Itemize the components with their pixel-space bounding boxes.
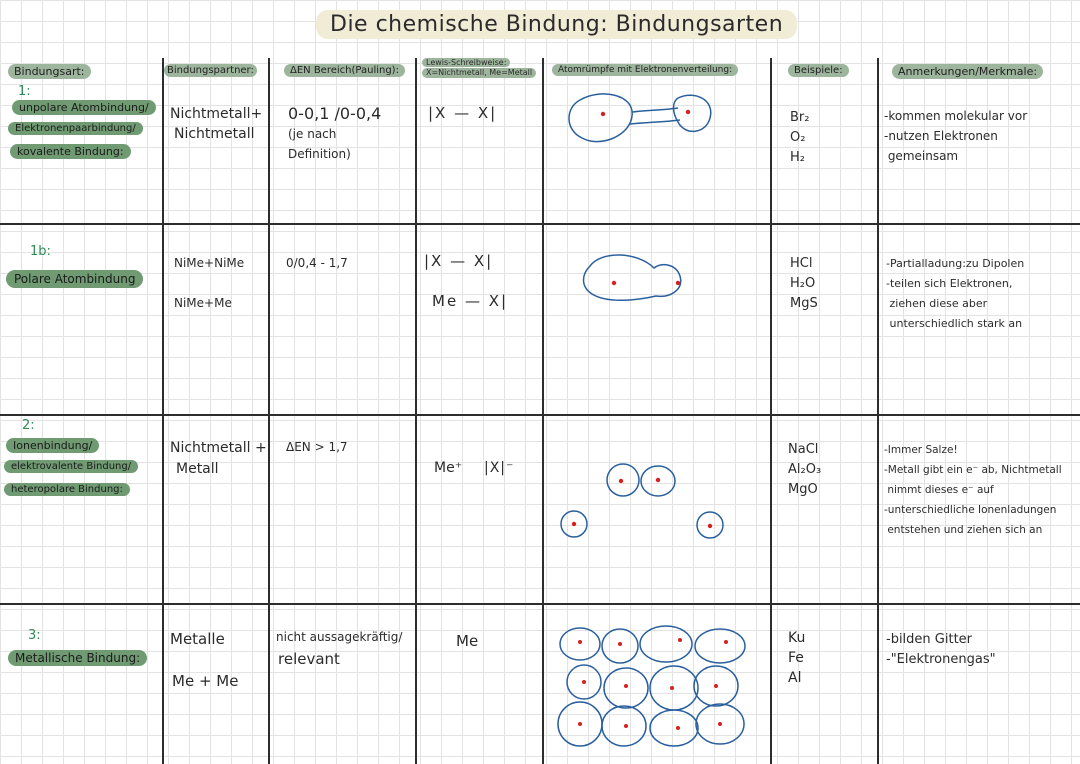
header-en-bereich: ΔEN Bereich(Pauling):: [284, 64, 405, 77]
nucleus: [619, 479, 623, 483]
atom-drawing-ionic: [556, 456, 736, 546]
nucleus: [676, 281, 680, 285]
row-divider: [0, 223, 1080, 225]
header-atomrumpfe: Atomrümpfe mit Elektronenverteilung:: [552, 64, 738, 76]
row-divider: [0, 603, 1080, 605]
column-divider: [268, 58, 270, 764]
nucleus: [670, 686, 674, 690]
nucleus: [624, 684, 628, 688]
column-divider: [770, 58, 772, 764]
nucleus: [718, 722, 722, 726]
partner-text: Nichtmetall: [174, 126, 255, 142]
examples: Ku Fe Al: [788, 630, 806, 686]
nucleus: [601, 112, 605, 116]
notes: -Partialladung:zu Dipolen -teilen sich Elektronen, ziehen diese aber unterschiedlich stark an: [886, 257, 1025, 330]
bond-name: heteropolare Bindung:: [4, 483, 130, 496]
bond-name: Elektronenpaarbindung/: [8, 122, 143, 135]
atom-drawing-polar: [578, 246, 698, 310]
atom-drawing-covalent: [560, 86, 760, 156]
bond-name: unpolare Atombindung/: [12, 100, 156, 115]
header-beispiele: Beispiele:: [788, 64, 849, 77]
en-range: ΔEN > 1,7: [286, 440, 348, 454]
nucleus: [572, 522, 576, 526]
lewis-formula: |X — X|: [424, 252, 494, 270]
bond-name: kovalente Bindung:: [10, 144, 131, 159]
partner-text: NiMe+NiMe: [174, 256, 245, 270]
examples: NaCl Al₂O₃ MgO: [788, 442, 822, 497]
column-divider: [542, 58, 544, 764]
header-bindungsart: Bindungsart:: [8, 64, 91, 79]
page-title: Die chemische Bindung: Bindungsarten: [316, 10, 797, 39]
en-range: 0/0,4 - 1,7: [286, 256, 348, 270]
partner-text: NiMe+Me: [174, 296, 232, 310]
examples: HCl H₂O MgS: [790, 256, 818, 311]
partner-text: Metalle: [170, 630, 225, 648]
lewis-anion: |X|⁻: [484, 460, 515, 476]
nucleus: [612, 281, 616, 285]
notes: -bilden Gitter -"Elektronengas": [886, 632, 996, 667]
nucleus: [724, 640, 728, 644]
partner-text: Nichtmetall +: [170, 440, 267, 456]
bond-name: Polare Atombindung: [6, 270, 143, 288]
notes: -kommen molekular vor -nutzen Elektronen gemeinsam: [884, 109, 1028, 163]
nucleus: [582, 680, 586, 684]
row-number: 2:: [22, 418, 35, 433]
row-number: 1:: [18, 84, 31, 99]
partner-text: Metall: [176, 461, 219, 477]
notes: -Immer Salze! -Metall gibt ein e⁻ ab, Nichtmetall nimmt dieses e⁻ auf -unterschiedliche Ionenladungen entstehen und ziehen sich an: [884, 444, 1062, 536]
nucleus: [578, 640, 582, 644]
header-lewis: [422, 58, 536, 78]
partner-text: Nichtmetall+: [170, 106, 263, 122]
examples: Br₂ O₂ H₂: [790, 110, 810, 165]
lewis-formula: Me: [456, 632, 479, 650]
header-anmerkungen: Anmerkungen/Merkmale:: [892, 64, 1043, 79]
row-number: 1b:: [30, 244, 51, 259]
en-note: (je nach: [288, 127, 337, 141]
lewis-cation: Me⁺: [434, 460, 463, 476]
header-lewis-legend: X=Nichtmetall, Me=Metall: [422, 68, 536, 78]
lewis-formula: |X — X|: [428, 104, 498, 122]
row-divider: [0, 414, 1080, 416]
lewis-formula: Me — X|: [432, 292, 509, 310]
atom-drawing-metallic: [556, 624, 756, 754]
nucleus: [686, 110, 690, 114]
en-note: relevant: [278, 650, 340, 668]
column-divider: [877, 58, 879, 764]
nucleus: [714, 684, 718, 688]
header-bindungspartner: Bindungspartner:: [164, 64, 257, 77]
column-divider: [162, 58, 164, 764]
column-divider: [415, 58, 417, 764]
partner-text: Me + Me: [172, 672, 239, 690]
bond-name: elektrovalente Bindung/: [4, 460, 138, 473]
en-note: Definition): [288, 147, 351, 161]
nucleus: [678, 638, 682, 642]
nucleus: [624, 724, 628, 728]
nucleus: [578, 722, 582, 726]
en-note: nicht aussagekräftig/: [276, 630, 403, 644]
nucleus: [656, 478, 660, 482]
bond-name: Metallische Bindung:: [8, 650, 147, 666]
bond-name: Ionenbindung/: [6, 438, 99, 453]
header-lewis-title: Lewis-Schreibweise:: [422, 58, 510, 67]
en-range: 0-0,1 /0-0,4: [288, 104, 382, 123]
nucleus: [618, 642, 622, 646]
nucleus: [676, 726, 680, 730]
nucleus: [708, 524, 712, 528]
row-number: 3:: [28, 628, 41, 643]
